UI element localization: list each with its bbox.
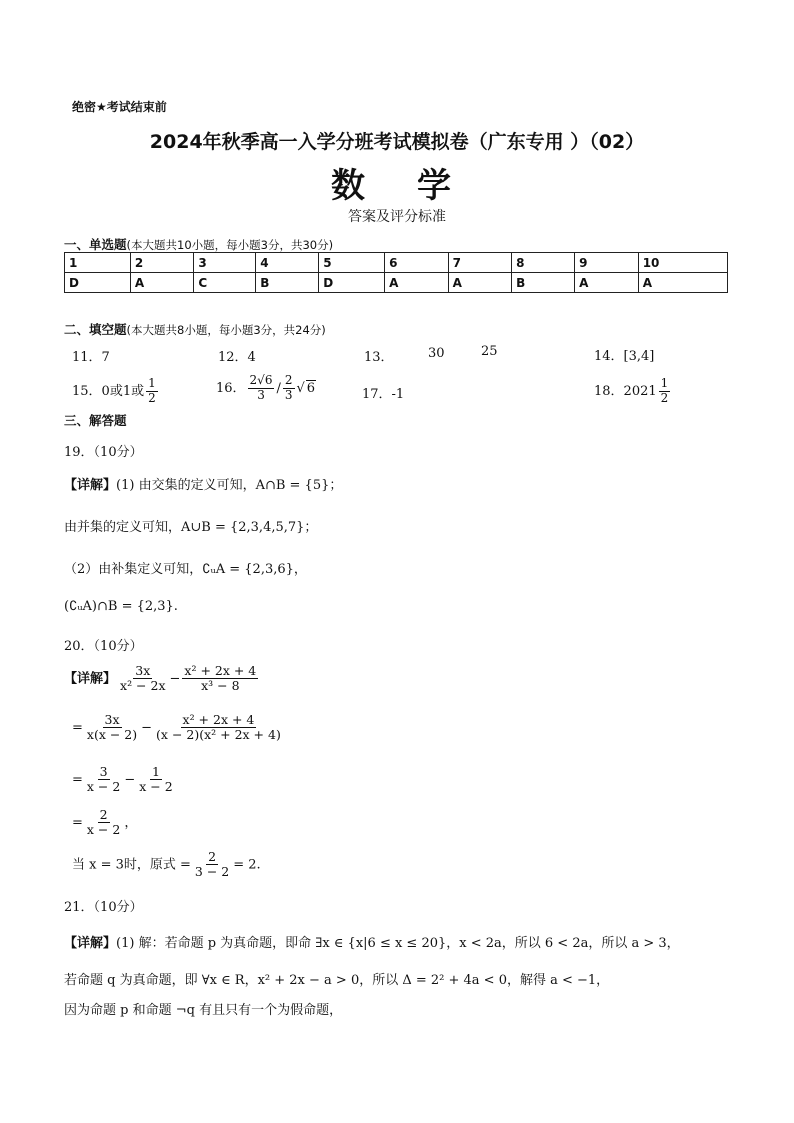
q21-line-1	[64, 932, 680, 951]
fraction-numerator: 1	[148, 376, 156, 390]
q19-line-4: (∁ᵤA)∩B = {2,3}.	[64, 599, 178, 614]
fraction-denominator: x(x − 2)	[86, 727, 138, 743]
table-cell: 1	[65, 253, 131, 273]
fraction	[283, 374, 295, 403]
exam-title: 2024年秋季高一入学分班考试模拟卷（广东专用 ）（02）	[149, 131, 645, 153]
answer-15	[72, 377, 160, 406]
section-1-heading	[64, 235, 333, 253]
fraction-numerator: x² + 2x + 4	[184, 663, 257, 678]
answer-11: 11．7	[72, 350, 110, 365]
answer-17: 17．-1	[362, 387, 405, 402]
fraction-denominator: 3	[284, 387, 293, 402]
section-1-title: 一、单选题	[64, 237, 127, 252]
fraction-numerator: 3	[99, 764, 108, 779]
table-cell: D	[65, 273, 131, 293]
table-cell: 9	[575, 253, 639, 273]
fraction-numerator: 1	[151, 764, 160, 779]
section-2-note: (本大题共8小题，每小题3分，共24分)	[126, 323, 326, 337]
q21-line-1-text: (1) 解：若命题 p 为真命题，即命 ∃x ∈ {x|6 ≤ x ≤ 20}，x < 2a，所以 6 < 2a，所以 a > 3，	[116, 936, 680, 951]
table-row-numbers	[65, 253, 728, 273]
fraction-denominator: x² − 2x	[120, 678, 166, 694]
section-2-title: 二、填空题	[64, 322, 127, 337]
q21-line-2: 若命题 q 为真命题，即 ∀x ∈ R，x² + 2x − a > 0，所以 Δ = 2² + 4a < 0，解得 a < −1，	[64, 973, 610, 988]
fraction	[85, 765, 122, 795]
detail-tag: 【详解】	[64, 936, 117, 951]
fraction-denominator: 2	[660, 390, 669, 405]
fraction-denominator: 2	[148, 390, 156, 405]
table-cell: A	[448, 273, 512, 293]
answer-14: 14．[3,4]	[594, 349, 655, 364]
minus-sign: −	[124, 772, 136, 788]
answer-15-prefix: 15．0或1或	[72, 383, 145, 399]
q20-result: = 2.	[233, 857, 261, 873]
q19-line-2: 由并集的定义可知，A∪B = {2,3,4,5,7}；	[64, 520, 318, 535]
q19-line-1	[64, 474, 342, 493]
fraction-numerator: 1	[660, 376, 669, 390]
minus-sign: −	[141, 720, 153, 736]
fraction	[146, 377, 158, 406]
table-cell: 10	[638, 253, 727, 273]
fraction-denominator: (x − 2)(x² + 2x + 4)	[156, 727, 281, 743]
table-cell: 5	[319, 253, 385, 273]
q20-line-2	[72, 713, 285, 743]
q19-heading: 19．（10分）	[64, 445, 143, 460]
q20-line-4	[72, 808, 137, 838]
root-radicand: 6	[306, 380, 316, 396]
subject-title: 数学	[331, 166, 503, 206]
answer-13-b: 25	[481, 344, 498, 359]
fraction-numerator: 2	[284, 373, 293, 387]
table-cell: 4	[256, 253, 319, 273]
equals-sign: =	[72, 772, 83, 788]
q20-line-1	[64, 664, 260, 694]
q19-line-3: （2）由补集定义可知，∁ᵤA = {2,3,6}，	[64, 562, 307, 577]
q21-heading: 21．（10分）	[64, 900, 143, 915]
fraction	[154, 713, 283, 743]
answer-key-title: 答案及评分标准	[348, 209, 446, 225]
fraction-numerator: x² + 2x + 4	[182, 712, 255, 727]
q20-when-text: 当 x = 3时，原式 =	[72, 857, 191, 873]
table-cell: D	[319, 273, 385, 293]
fraction	[182, 664, 258, 694]
answer-16-label: 16．	[216, 380, 246, 396]
fraction-denominator: 3 − 2	[194, 864, 230, 880]
answer-12: 12．4	[218, 350, 256, 365]
equals-sign: =	[72, 720, 83, 736]
answer-13-label: 13．	[364, 350, 394, 365]
table-cell: A	[638, 273, 727, 293]
table-cell: A	[575, 273, 639, 293]
table-cell: 2	[130, 253, 194, 273]
fraction	[85, 713, 139, 743]
fraction	[659, 377, 671, 406]
fraction	[137, 765, 174, 795]
table-cell: A	[130, 273, 194, 293]
table-row-answers	[65, 273, 728, 293]
table-cell: B	[256, 273, 319, 293]
fraction-numerator: 2	[208, 849, 217, 864]
fraction-numerator: 2	[99, 807, 108, 822]
section-1-note: (本大题共10小题，每小题3分，共30分)	[126, 238, 334, 252]
minus-sign: −	[169, 671, 181, 687]
q20-line-3	[72, 765, 177, 795]
table-cell: 6	[385, 253, 449, 273]
fraction-numerator: 3x	[104, 712, 120, 727]
detail-tag: 【详解】	[64, 478, 117, 493]
q20-line-5	[72, 850, 261, 880]
answer-16	[216, 374, 316, 403]
fraction-denominator: 3	[257, 387, 265, 402]
table-cell: A	[385, 273, 449, 293]
q20-heading: 20．（10分）	[64, 639, 143, 654]
fraction-denominator: x − 2	[139, 779, 173, 795]
answer-18-prefix: 18．2021	[594, 383, 657, 399]
table-cell: 7	[448, 253, 512, 273]
fraction-denominator: x³ − 8	[201, 678, 240, 694]
fraction-numerator: 3x	[135, 663, 151, 678]
confidential-mark: 绝密★考试结束前	[72, 100, 167, 114]
q19-line-1-text: (1) 由交集的定义可知，A∩B = {5}；	[116, 478, 343, 493]
answer-13-a: 30	[428, 346, 445, 361]
fraction	[85, 808, 122, 838]
table-cell: 8	[512, 253, 575, 273]
detail-tag: 【详解】	[64, 671, 117, 687]
comma: ，	[124, 815, 138, 831]
fraction	[248, 374, 275, 403]
fraction	[118, 664, 167, 694]
answer-16-separator: /	[276, 380, 281, 396]
table-cell: 3	[194, 253, 256, 273]
table-cell: B	[512, 273, 575, 293]
fraction	[193, 850, 231, 880]
fraction-numerator: 2√6	[249, 373, 273, 387]
table-cell: C	[194, 273, 256, 293]
equals-sign: =	[72, 815, 83, 831]
section-3-title: 三、解答题	[64, 413, 127, 428]
answer-table	[64, 252, 728, 293]
fraction-denominator: x − 2	[86, 779, 121, 795]
section-2-heading	[64, 320, 326, 338]
answer-18	[594, 377, 672, 406]
q21-line-3: 因为命题 p 和命题 ¬q 有且只有一个为假命题，	[64, 1003, 343, 1018]
fraction-denominator: x − 2	[86, 822, 121, 838]
root-sign: √	[296, 380, 305, 396]
